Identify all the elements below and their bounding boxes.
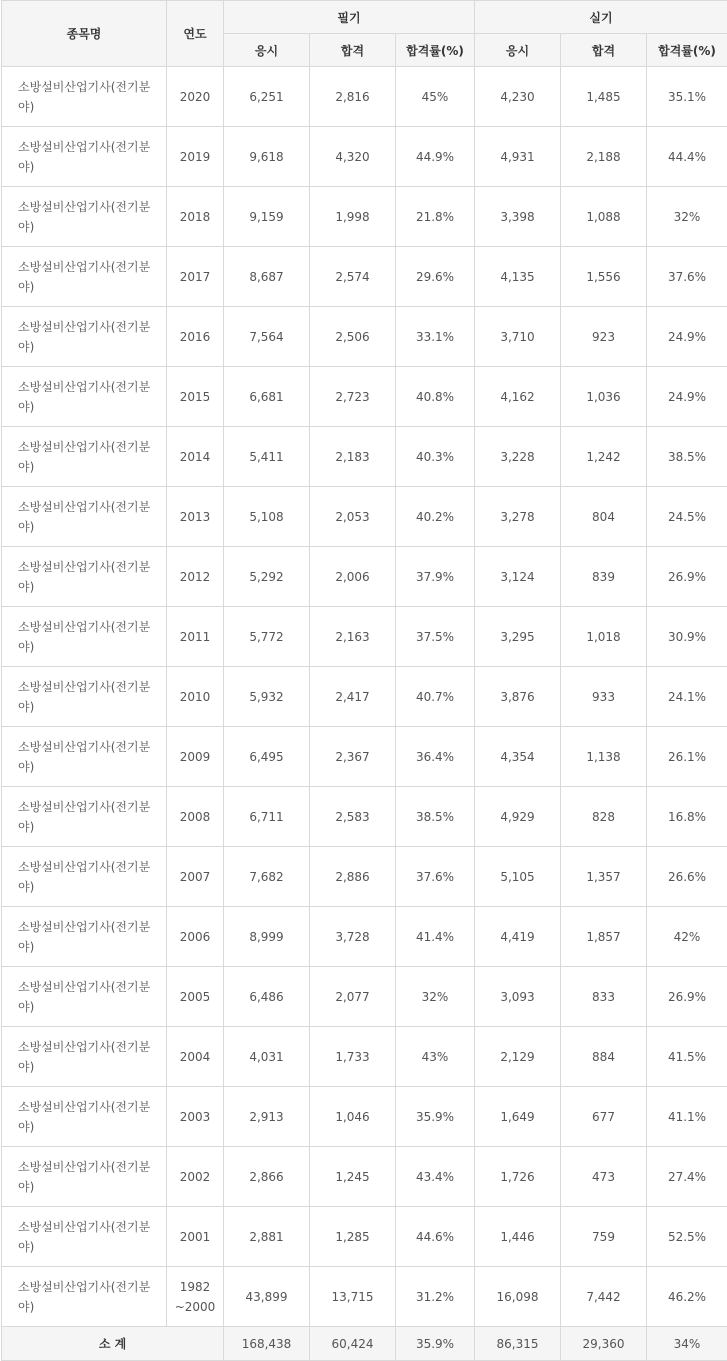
table-row <box>2 1147 727 1207</box>
written-passed-cell: 2,574 <box>310 247 396 307</box>
practical-applicants-cell: 4,931 <box>475 127 561 187</box>
written-passed-cell: 2,417 <box>310 667 396 727</box>
practical-passed-cell: 1,357 <box>561 847 647 907</box>
exam-name-cell: 소방설비산업기사(전기분야) <box>2 487 167 547</box>
written-applicants-cell: 9,618 <box>224 127 310 187</box>
practical-applicants-cell: 5,105 <box>475 847 561 907</box>
written-pass-rate-cell: 43.4% <box>396 1147 475 1207</box>
written-passed-cell: 2,053 <box>310 487 396 547</box>
practical-pass-rate-cell: 42% <box>647 907 727 967</box>
year-cell: 2002 <box>167 1147 224 1207</box>
written-applicants-cell: 5,411 <box>224 427 310 487</box>
written-pass-rate-cell: 33.1% <box>396 307 475 367</box>
table-body <box>2 67 727 1327</box>
written-pass-rate-cell: 36.4% <box>396 727 475 787</box>
table-row <box>2 307 727 367</box>
header-practical-applicants: 응시 <box>475 34 561 67</box>
year-cell: 2012 <box>167 547 224 607</box>
practical-applicants-cell: 3,710 <box>475 307 561 367</box>
exam-name-cell: 소방설비산업기사(전기분야) <box>2 1027 167 1087</box>
table-row <box>2 1087 727 1147</box>
year-cell: 2015 <box>167 367 224 427</box>
table-row <box>2 367 727 427</box>
practical-applicants-cell: 3,278 <box>475 487 561 547</box>
practical-passed-cell: 804 <box>561 487 647 547</box>
written-pass-rate-cell: 44.6% <box>396 1207 475 1267</box>
practical-pass-rate-cell: 26.6% <box>647 847 727 907</box>
written-applicants-cell: 8,999 <box>224 907 310 967</box>
table-row <box>2 487 727 547</box>
practical-pass-rate-cell: 27.4% <box>647 1147 727 1207</box>
written-pass-rate-cell: 31.2% <box>396 1267 475 1327</box>
practical-passed-cell: 1,036 <box>561 367 647 427</box>
exam-name-cell: 소방설비산업기사(전기분야) <box>2 907 167 967</box>
practical-passed-cell: 1,857 <box>561 907 647 967</box>
written-applicants-cell: 7,682 <box>224 847 310 907</box>
pass-rate-table <box>1 0 727 1361</box>
year-cell: 2018 <box>167 187 224 247</box>
written-applicants-cell: 6,251 <box>224 67 310 127</box>
header-written-passed: 합격 <box>310 34 396 67</box>
practical-pass-rate-cell: 41.5% <box>647 1027 727 1087</box>
table-footer <box>2 1327 727 1361</box>
written-pass-rate-cell: 32% <box>396 967 475 1027</box>
header-practical: 실기 <box>475 1 727 34</box>
written-applicants-cell: 8,687 <box>224 247 310 307</box>
written-applicants-cell: 43,899 <box>224 1267 310 1327</box>
written-applicants-cell: 4,031 <box>224 1027 310 1087</box>
table-row <box>2 127 727 187</box>
table-row <box>2 1207 727 1267</box>
written-pass-rate-cell: 40.7% <box>396 667 475 727</box>
total-written-pass-rate: 35.9% <box>396 1327 475 1361</box>
practical-pass-rate-cell: 32% <box>647 187 727 247</box>
year-cell: 2014 <box>167 427 224 487</box>
written-passed-cell: 2,183 <box>310 427 396 487</box>
year-cell: 2009 <box>167 727 224 787</box>
practical-pass-rate-cell: 16.8% <box>647 787 727 847</box>
practical-pass-rate-cell: 24.9% <box>647 307 727 367</box>
practical-passed-cell: 677 <box>561 1087 647 1147</box>
practical-applicants-cell: 1,446 <box>475 1207 561 1267</box>
exam-name-cell: 소방설비산업기사(전기분야) <box>2 787 167 847</box>
written-pass-rate-cell: 35.9% <box>396 1087 475 1147</box>
practical-pass-rate-cell: 26.9% <box>647 547 727 607</box>
written-pass-rate-cell: 40.8% <box>396 367 475 427</box>
written-passed-cell: 1,733 <box>310 1027 396 1087</box>
header-written-pass-rate: 합격률(%) <box>396 34 475 67</box>
exam-name-cell: 소방설비산업기사(전기분야) <box>2 727 167 787</box>
total-row <box>2 1327 727 1361</box>
written-applicants-cell: 2,913 <box>224 1087 310 1147</box>
table-row <box>2 547 727 607</box>
practical-passed-cell: 833 <box>561 967 647 1027</box>
table-row <box>2 667 727 727</box>
written-passed-cell: 13,715 <box>310 1267 396 1327</box>
year-cell: 2004 <box>167 1027 224 1087</box>
written-passed-cell: 3,728 <box>310 907 396 967</box>
written-pass-rate-cell: 45% <box>396 67 475 127</box>
written-passed-cell: 2,583 <box>310 787 396 847</box>
total-practical-passed: 29,360 <box>561 1327 647 1361</box>
practical-passed-cell: 1,138 <box>561 727 647 787</box>
practical-applicants-cell: 4,354 <box>475 727 561 787</box>
year-cell: 2016 <box>167 307 224 367</box>
practical-applicants-cell: 2,129 <box>475 1027 561 1087</box>
table-row <box>2 187 727 247</box>
written-pass-rate-cell: 40.3% <box>396 427 475 487</box>
practical-pass-rate-cell: 46.2% <box>647 1267 727 1327</box>
exam-name-cell: 소방설비산업기사(전기분야) <box>2 127 167 187</box>
exam-name-cell: 소방설비산업기사(전기분야) <box>2 187 167 247</box>
total-practical-pass-rate: 34% <box>647 1327 727 1361</box>
practical-passed-cell: 828 <box>561 787 647 847</box>
written-passed-cell: 1,245 <box>310 1147 396 1207</box>
year-cell: 1982 ~2000 <box>167 1267 224 1327</box>
written-passed-cell: 2,163 <box>310 607 396 667</box>
practical-passed-cell: 1,088 <box>561 187 647 247</box>
practical-passed-cell: 839 <box>561 547 647 607</box>
written-applicants-cell: 6,681 <box>224 367 310 427</box>
practical-applicants-cell: 3,876 <box>475 667 561 727</box>
written-pass-rate-cell: 41.4% <box>396 907 475 967</box>
year-cell: 2019 <box>167 127 224 187</box>
header-practical-passed: 합격 <box>561 34 647 67</box>
written-pass-rate-cell: 43% <box>396 1027 475 1087</box>
practical-passed-cell: 1,485 <box>561 67 647 127</box>
exam-name-cell: 소방설비산업기사(전기분야) <box>2 67 167 127</box>
written-applicants-cell: 2,866 <box>224 1147 310 1207</box>
total-practical-applicants: 86,315 <box>475 1327 561 1361</box>
exam-name-cell: 소방설비산업기사(전기분야) <box>2 367 167 427</box>
table-row <box>2 427 727 487</box>
practical-pass-rate-cell: 24.9% <box>647 367 727 427</box>
practical-applicants-cell: 4,419 <box>475 907 561 967</box>
table-row <box>2 727 727 787</box>
year-cell: 2011 <box>167 607 224 667</box>
written-pass-rate-cell: 38.5% <box>396 787 475 847</box>
practical-applicants-cell: 1,649 <box>475 1087 561 1147</box>
practical-applicants-cell: 3,093 <box>475 967 561 1027</box>
practical-applicants-cell: 3,124 <box>475 547 561 607</box>
header-row-top <box>2 1 727 34</box>
practical-pass-rate-cell: 41.1% <box>647 1087 727 1147</box>
exam-name-cell: 소방설비산업기사(전기분야) <box>2 667 167 727</box>
exam-name-cell: 소방설비산업기사(전기분야) <box>2 847 167 907</box>
written-passed-cell: 1,046 <box>310 1087 396 1147</box>
year-cell: 2020 <box>167 67 224 127</box>
practical-pass-rate-cell: 52.5% <box>647 1207 727 1267</box>
practical-applicants-cell: 4,929 <box>475 787 561 847</box>
exam-name-cell: 소방설비산업기사(전기분야) <box>2 1267 167 1327</box>
written-passed-cell: 2,006 <box>310 547 396 607</box>
exam-name-cell: 소방설비산업기사(전기분야) <box>2 427 167 487</box>
header-written-applicants: 응시 <box>224 34 310 67</box>
written-passed-cell: 2,506 <box>310 307 396 367</box>
practical-pass-rate-cell: 37.6% <box>647 247 727 307</box>
total-written-applicants: 168,438 <box>224 1327 310 1361</box>
year-cell: 2003 <box>167 1087 224 1147</box>
written-applicants-cell: 2,881 <box>224 1207 310 1267</box>
table-header <box>2 1 727 67</box>
written-applicants-cell: 5,108 <box>224 487 310 547</box>
table-row <box>2 67 727 127</box>
exam-name-cell: 소방설비산업기사(전기분야) <box>2 1087 167 1147</box>
practical-applicants-cell: 3,295 <box>475 607 561 667</box>
practical-applicants-cell: 4,162 <box>475 367 561 427</box>
year-cell: 2006 <box>167 907 224 967</box>
written-applicants-cell: 9,159 <box>224 187 310 247</box>
table-row <box>2 1267 727 1327</box>
written-applicants-cell: 5,932 <box>224 667 310 727</box>
written-pass-rate-cell: 29.6% <box>396 247 475 307</box>
practical-pass-rate-cell: 26.1% <box>647 727 727 787</box>
practical-passed-cell: 1,242 <box>561 427 647 487</box>
year-cell: 2008 <box>167 787 224 847</box>
header-practical-pass-rate: 합격률(%) <box>647 34 727 67</box>
practical-applicants-cell: 3,228 <box>475 427 561 487</box>
table-row <box>2 847 727 907</box>
header-written: 필기 <box>224 1 475 34</box>
exam-name-cell: 소방설비산업기사(전기분야) <box>2 967 167 1027</box>
year-cell: 2001 <box>167 1207 224 1267</box>
written-passed-cell: 1,285 <box>310 1207 396 1267</box>
practical-applicants-cell: 3,398 <box>475 187 561 247</box>
table-row <box>2 247 727 307</box>
written-passed-cell: 2,816 <box>310 67 396 127</box>
year-cell: 2007 <box>167 847 224 907</box>
written-pass-rate-cell: 21.8% <box>396 187 475 247</box>
year-cell: 2017 <box>167 247 224 307</box>
table-row <box>2 967 727 1027</box>
exam-name-cell: 소방설비산업기사(전기분야) <box>2 607 167 667</box>
written-applicants-cell: 7,564 <box>224 307 310 367</box>
year-cell: 2013 <box>167 487 224 547</box>
practical-passed-cell: 2,188 <box>561 127 647 187</box>
header-year: 연도 <box>167 1 224 67</box>
practical-pass-rate-cell: 38.5% <box>647 427 727 487</box>
practical-passed-cell: 884 <box>561 1027 647 1087</box>
written-passed-cell: 1,998 <box>310 187 396 247</box>
practical-pass-rate-cell: 24.1% <box>647 667 727 727</box>
practical-applicants-cell: 4,230 <box>475 67 561 127</box>
exam-name-cell: 소방설비산업기사(전기분야) <box>2 307 167 367</box>
practical-pass-rate-cell: 35.1% <box>647 67 727 127</box>
written-applicants-cell: 5,292 <box>224 547 310 607</box>
written-pass-rate-cell: 40.2% <box>396 487 475 547</box>
written-passed-cell: 4,320 <box>310 127 396 187</box>
exam-name-cell: 소방설비산업기사(전기분야) <box>2 547 167 607</box>
total-label: 소 계 <box>2 1327 224 1361</box>
written-passed-cell: 2,367 <box>310 727 396 787</box>
written-passed-cell: 2,886 <box>310 847 396 907</box>
practical-passed-cell: 7,442 <box>561 1267 647 1327</box>
written-passed-cell: 2,723 <box>310 367 396 427</box>
year-cell: 2010 <box>167 667 224 727</box>
practical-pass-rate-cell: 30.9% <box>647 607 727 667</box>
practical-applicants-cell: 16,098 <box>475 1267 561 1327</box>
total-written-passed: 60,424 <box>310 1327 396 1361</box>
year-cell: 2005 <box>167 967 224 1027</box>
practical-passed-cell: 1,018 <box>561 607 647 667</box>
practical-passed-cell: 473 <box>561 1147 647 1207</box>
written-applicants-cell: 6,711 <box>224 787 310 847</box>
practical-passed-cell: 933 <box>561 667 647 727</box>
practical-applicants-cell: 4,135 <box>475 247 561 307</box>
practical-pass-rate-cell: 26.9% <box>647 967 727 1027</box>
written-passed-cell: 2,077 <box>310 967 396 1027</box>
written-applicants-cell: 6,486 <box>224 967 310 1027</box>
exam-name-cell: 소방설비산업기사(전기분야) <box>2 247 167 307</box>
table-row <box>2 607 727 667</box>
practical-passed-cell: 759 <box>561 1207 647 1267</box>
table-row <box>2 1027 727 1087</box>
practical-passed-cell: 923 <box>561 307 647 367</box>
exam-name-cell: 소방설비산업기사(전기분야) <box>2 1147 167 1207</box>
table-row <box>2 907 727 967</box>
practical-pass-rate-cell: 44.4% <box>647 127 727 187</box>
header-name: 종목명 <box>2 1 167 67</box>
practical-passed-cell: 1,556 <box>561 247 647 307</box>
written-applicants-cell: 5,772 <box>224 607 310 667</box>
exam-name-cell: 소방설비산업기사(전기분야) <box>2 1207 167 1267</box>
practical-applicants-cell: 1,726 <box>475 1147 561 1207</box>
written-pass-rate-cell: 37.6% <box>396 847 475 907</box>
written-pass-rate-cell: 37.9% <box>396 547 475 607</box>
written-pass-rate-cell: 44.9% <box>396 127 475 187</box>
written-pass-rate-cell: 37.5% <box>396 607 475 667</box>
table-row <box>2 787 727 847</box>
practical-pass-rate-cell: 24.5% <box>647 487 727 547</box>
written-applicants-cell: 6,495 <box>224 727 310 787</box>
